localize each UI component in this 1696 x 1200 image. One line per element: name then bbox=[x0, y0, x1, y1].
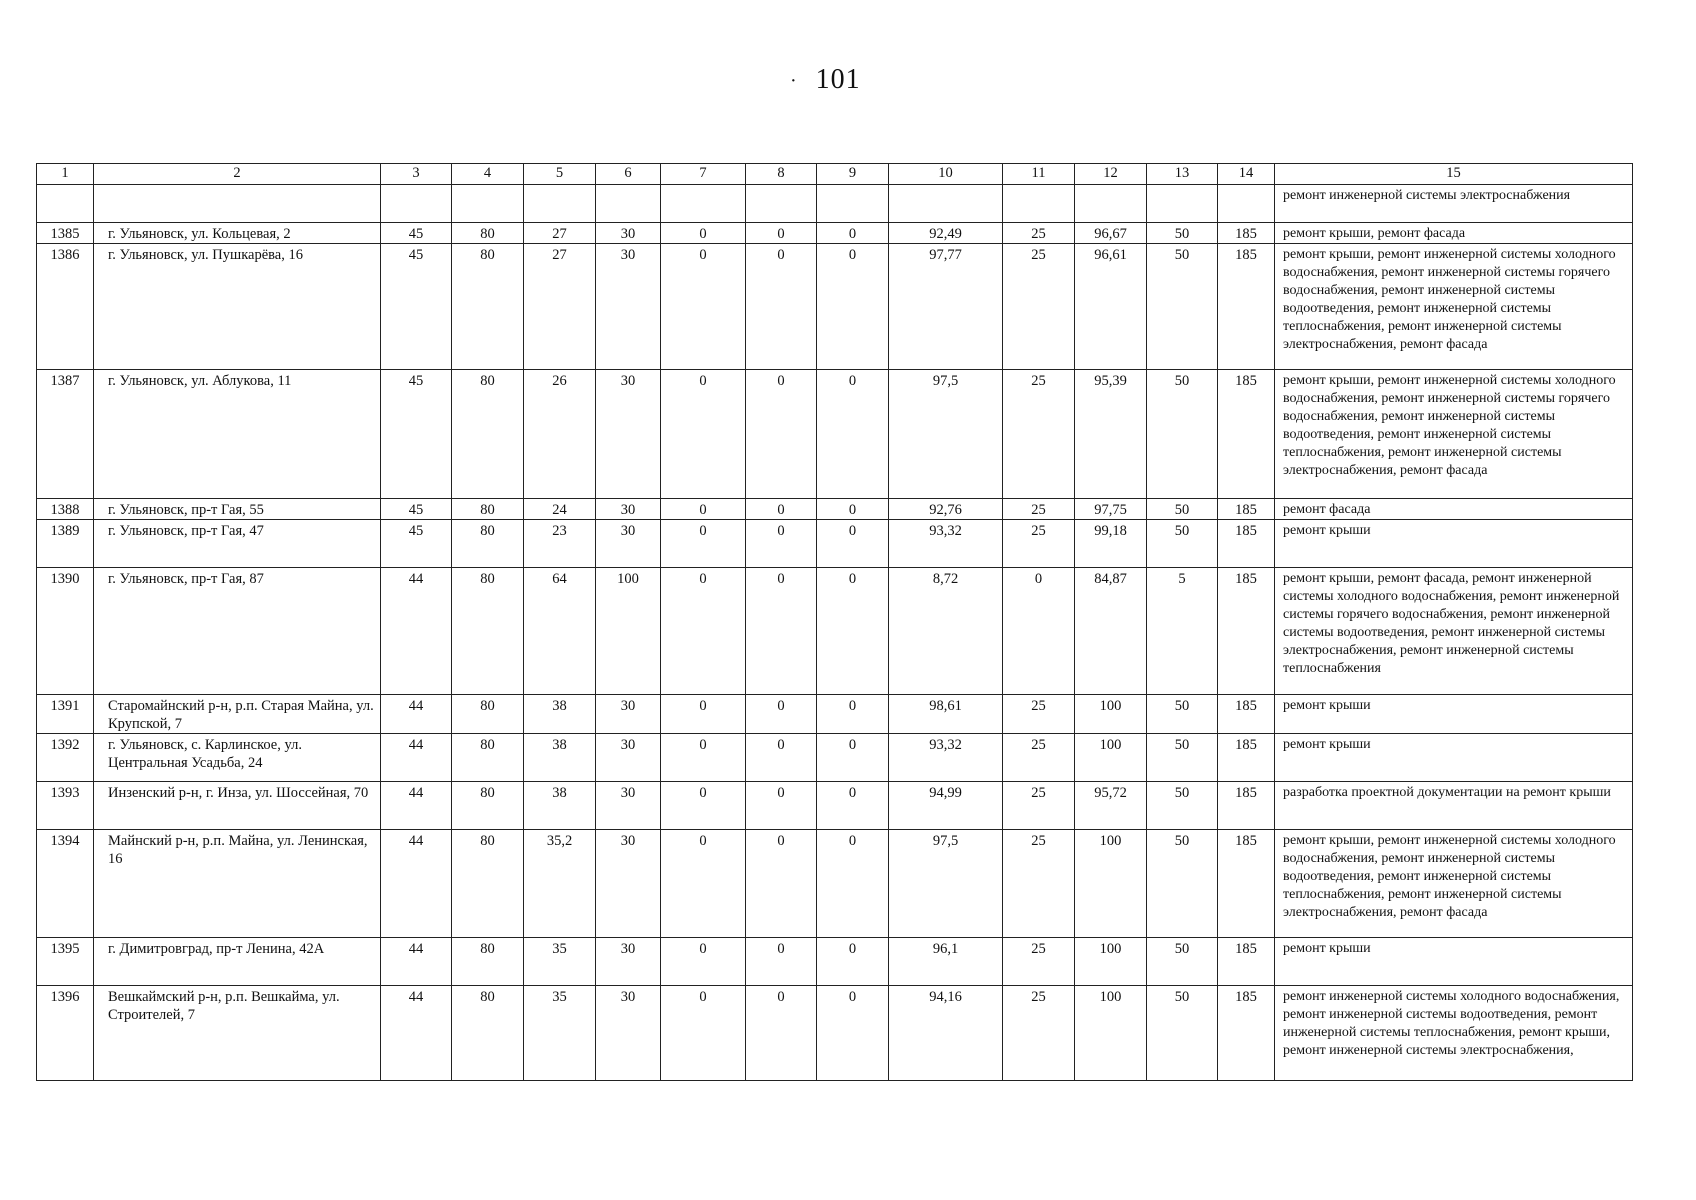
cell-col-3: 44 bbox=[381, 782, 452, 830]
cell-col-4: 80 bbox=[452, 520, 524, 568]
table-row bbox=[37, 520, 1633, 568]
cell-col-4: 80 bbox=[452, 370, 524, 499]
address-cell: г. Ульяновск, ул. Пушкарёва, 16 bbox=[94, 244, 381, 370]
cell-col-13: 50 bbox=[1147, 830, 1218, 938]
cell-col-6: 30 bbox=[596, 499, 661, 520]
row-number-cell: 1388 bbox=[37, 499, 94, 520]
cell-col-8: 0 bbox=[746, 499, 817, 520]
cell-col-12: 100 bbox=[1075, 938, 1147, 986]
cell-col-5: 38 bbox=[524, 734, 596, 782]
cell-col-5: 35,2 bbox=[524, 830, 596, 938]
column-number-10: 10 bbox=[889, 164, 1003, 185]
cell-col-5: 38 bbox=[524, 782, 596, 830]
cell-col-9: 0 bbox=[817, 734, 889, 782]
cell-col-14: 185 bbox=[1218, 830, 1275, 938]
cell-col-5: 38 bbox=[524, 695, 596, 734]
cell-col-4: 80 bbox=[452, 938, 524, 986]
cell-col-12: 96,61 bbox=[1075, 244, 1147, 370]
cell-col-8: 0 bbox=[746, 568, 817, 695]
cell-col-14: 185 bbox=[1218, 244, 1275, 370]
cell-col-3: 44 bbox=[381, 695, 452, 734]
cell-col-14: 185 bbox=[1218, 734, 1275, 782]
cell-col-3: 44 bbox=[381, 568, 452, 695]
cell-col-10: 94,99 bbox=[889, 782, 1003, 830]
cell-col-13: 50 bbox=[1147, 938, 1218, 986]
work-type-cell: ремонт фасада bbox=[1275, 499, 1633, 520]
cell-col-5: 24 bbox=[524, 499, 596, 520]
cell-col-9: 0 bbox=[817, 520, 889, 568]
cell-col-8: 0 bbox=[746, 782, 817, 830]
work-type-cell: ремонт крыши, ремонт фасада, ремонт инженерной системы холодного водоснабжения, ремонт инженерной системы горячего водоснабжения, ремонт инженерной системы водоотведения, ремонт инженерной системы электроснабжения, ремонт инженерной системы теплоснабжения bbox=[1275, 568, 1633, 695]
cell-col-8: 0 bbox=[746, 938, 817, 986]
cell-col-5: 35 bbox=[524, 938, 596, 986]
cell-col-7: 0 bbox=[661, 244, 746, 370]
address-cell: г. Ульяновск, с. Карлинское, ул. Центральная Усадьба, 24 bbox=[94, 734, 381, 782]
cell-col-11: 25 bbox=[1003, 244, 1075, 370]
work-type-cell: ремонт крыши, ремонт фасада bbox=[1275, 223, 1633, 244]
cell-col-6: 30 bbox=[596, 938, 661, 986]
table-row bbox=[37, 986, 1633, 1081]
cell-col-5: 27 bbox=[524, 223, 596, 244]
column-number-14: 14 bbox=[1218, 164, 1275, 185]
cell-col-7: 0 bbox=[661, 499, 746, 520]
cell-col-7: 0 bbox=[661, 568, 746, 695]
cell-col-12: 95,72 bbox=[1075, 782, 1147, 830]
cell-col-5: 35 bbox=[524, 986, 596, 1081]
cell-col-13: 50 bbox=[1147, 782, 1218, 830]
cell-col-3: 44 bbox=[381, 734, 452, 782]
cell-col-13: 50 bbox=[1147, 695, 1218, 734]
cell-col-9: 0 bbox=[817, 938, 889, 986]
cell-col-13: 50 bbox=[1147, 499, 1218, 520]
cell-col-9: 0 bbox=[817, 830, 889, 938]
cell-col-11: 25 bbox=[1003, 830, 1075, 938]
cell-col-13: 50 bbox=[1147, 734, 1218, 782]
row-number-cell: 1393 bbox=[37, 782, 94, 830]
cell-col-14: 185 bbox=[1218, 986, 1275, 1081]
column-number-9: 9 bbox=[817, 164, 889, 185]
cell-col-13: 5 bbox=[1147, 568, 1218, 695]
cell-col-10: 97,5 bbox=[889, 370, 1003, 499]
cell-col-4: 80 bbox=[452, 695, 524, 734]
cell-col-8: 0 bbox=[746, 695, 817, 734]
cell-col-14: 185 bbox=[1218, 938, 1275, 986]
work-type-cell: ремонт крыши bbox=[1275, 695, 1633, 734]
table-row bbox=[37, 938, 1633, 986]
table-row bbox=[37, 223, 1633, 244]
address-cell: г. Ульяновск, ул. Аблукова, 11 bbox=[94, 370, 381, 499]
work-type-cell: ремонт крыши bbox=[1275, 520, 1633, 568]
row-number-cell: 1385 bbox=[37, 223, 94, 244]
cell-col-11: 25 bbox=[1003, 986, 1075, 1081]
cell-col-11: 25 bbox=[1003, 520, 1075, 568]
row-number-cell: 1390 bbox=[37, 568, 94, 695]
cell-col-8: 0 bbox=[746, 223, 817, 244]
cell-col-13: 50 bbox=[1147, 223, 1218, 244]
cell-col-10: 93,32 bbox=[889, 734, 1003, 782]
work-type-cell: разработка проектной документации на ремонт крыши bbox=[1275, 782, 1633, 830]
work-type-cell: ремонт крыши, ремонт инженерной системы холодного водоснабжения, ремонт инженерной системы горячего водоснабжения, ремонт инженерной системы водоотведения, ремонт инженерной системы теплоснабжения, ремонт инженерной системы электроснабжения, ремонт фасада bbox=[1275, 244, 1633, 370]
cell-col-6: 30 bbox=[596, 986, 661, 1081]
cell-col-6: 30 bbox=[596, 695, 661, 734]
work-type-cell: ремонт крыши bbox=[1275, 734, 1633, 782]
cell-col-8: 0 bbox=[746, 370, 817, 499]
cell-col-11: 25 bbox=[1003, 938, 1075, 986]
cell-col-3: 45 bbox=[381, 499, 452, 520]
row-number-cell: 1387 bbox=[37, 370, 94, 499]
column-number-5: 5 bbox=[524, 164, 596, 185]
cell-col-12: 100 bbox=[1075, 734, 1147, 782]
cell-col-8: 0 bbox=[746, 520, 817, 568]
row-number-cell: 1391 bbox=[37, 695, 94, 734]
page-number-text: 101 bbox=[815, 64, 861, 95]
cell-col-14: 185 bbox=[1218, 499, 1275, 520]
column-number-12: 12 bbox=[1075, 164, 1147, 185]
address-cell: Майнский р-н, р.п. Майна, ул. Ленинская, 16 bbox=[94, 830, 381, 938]
cell-col-7: 0 bbox=[661, 370, 746, 499]
page-number bbox=[790, 64, 861, 96]
cell-col-9: 0 bbox=[817, 499, 889, 520]
cell-col-12: 100 bbox=[1075, 986, 1147, 1081]
cell-col-10: 98,61 bbox=[889, 695, 1003, 734]
cell-col-7: 0 bbox=[661, 695, 746, 734]
column-number-2: 2 bbox=[94, 164, 381, 185]
address-cell: г. Ульяновск, пр-т Гая, 87 bbox=[94, 568, 381, 695]
row-number-cell: 1394 bbox=[37, 830, 94, 938]
cell-col-10: 97,5 bbox=[889, 830, 1003, 938]
cell-col-5: 64 bbox=[524, 568, 596, 695]
cell-col-9: 0 bbox=[817, 782, 889, 830]
cell-col-3: 45 bbox=[381, 244, 452, 370]
cell-col-6: 30 bbox=[596, 520, 661, 568]
cell-col-7: 0 bbox=[661, 830, 746, 938]
cell-col-4: 80 bbox=[452, 499, 524, 520]
header-row bbox=[37, 164, 1633, 185]
cell-col-7: 0 bbox=[661, 986, 746, 1081]
cell-col-12: 100 bbox=[1075, 695, 1147, 734]
cell-col-13: 50 bbox=[1147, 520, 1218, 568]
cell-col-4: 80 bbox=[452, 986, 524, 1081]
cell-col-9: 0 bbox=[817, 568, 889, 695]
cell-col-7: 0 bbox=[661, 734, 746, 782]
cell-col-10: 8,72 bbox=[889, 568, 1003, 695]
cell-col-8: 0 bbox=[746, 244, 817, 370]
row-number-cell: 1395 bbox=[37, 938, 94, 986]
cell-col-10: 92,49 bbox=[889, 223, 1003, 244]
cell-col-12: 99,18 bbox=[1075, 520, 1147, 568]
table-row bbox=[37, 830, 1633, 938]
cell-col-11: 25 bbox=[1003, 223, 1075, 244]
address-cell: г. Ульяновск, пр-т Гая, 55 bbox=[94, 499, 381, 520]
cell-col-3: 45 bbox=[381, 520, 452, 568]
cell-col-7: 0 bbox=[661, 938, 746, 986]
cell-col-7: 0 bbox=[661, 520, 746, 568]
cell-col-12: 95,39 bbox=[1075, 370, 1147, 499]
column-number-8: 8 bbox=[746, 164, 817, 185]
cell-col-13: 50 bbox=[1147, 244, 1218, 370]
cell-col-12: 96,67 bbox=[1075, 223, 1147, 244]
cell-col-6: 30 bbox=[596, 782, 661, 830]
work-type-cell: ремонт инженерной системы холодного водоснабжения, ремонт инженерной системы водоотведения, ремонт инженерной системы теплоснабжения, ремонт крыши, ремонт инженерной системы электроснабжения, bbox=[1275, 986, 1633, 1081]
cell-col-4: 80 bbox=[452, 568, 524, 695]
column-number-11: 11 bbox=[1003, 164, 1075, 185]
cell-col-11: 25 bbox=[1003, 734, 1075, 782]
cell-col-14: 185 bbox=[1218, 223, 1275, 244]
cell-col-11: 25 bbox=[1003, 370, 1075, 499]
cell-col-11: 25 bbox=[1003, 499, 1075, 520]
work-type-cell: ремонт крыши, ремонт инженерной системы холодного водоснабжения, ремонт инженерной системы горячего водоснабжения, ремонт инженерной системы водоотведения, ремонт инженерной системы теплоснабжения, ремонт инженерной системы электроснабжения, ремонт фасада bbox=[1275, 370, 1633, 499]
capital-repair-table bbox=[36, 163, 1633, 1081]
table-row bbox=[37, 244, 1633, 370]
address-cell: Инзенский р-н, г. Инза, ул. Шоссейная, 70 bbox=[94, 782, 381, 830]
cell-col-3: 45 bbox=[381, 370, 452, 499]
cell-col-13: 50 bbox=[1147, 370, 1218, 499]
cell-col-6: 30 bbox=[596, 244, 661, 370]
cell-col-14: 185 bbox=[1218, 568, 1275, 695]
cell-col-3: 44 bbox=[381, 986, 452, 1081]
table-row bbox=[37, 695, 1633, 734]
cell-col-4: 80 bbox=[452, 830, 524, 938]
table-row bbox=[37, 734, 1633, 782]
cell-col-3: 44 bbox=[381, 830, 452, 938]
address-cell: Старомайнский р-н, р.п. Старая Майна, ул. Крупской, 7 bbox=[94, 695, 381, 734]
address-cell: Вешкаймский р-н, р.п. Вешкайма, ул. Строителей, 7 bbox=[94, 986, 381, 1081]
row-number-cell: 1386 bbox=[37, 244, 94, 370]
cell-col-14: 185 bbox=[1218, 695, 1275, 734]
address-cell: г. Ульяновск, пр-т Гая, 47 bbox=[94, 520, 381, 568]
cell-col-11: 25 bbox=[1003, 695, 1075, 734]
page-mark: · bbox=[790, 70, 798, 93]
cell-col-6: 30 bbox=[596, 830, 661, 938]
cell-col-5: 26 bbox=[524, 370, 596, 499]
cell-col-14: 185 bbox=[1218, 782, 1275, 830]
address-cell: г. Ульяновск, ул. Кольцевая, 2 bbox=[94, 223, 381, 244]
cell-col-14: 185 bbox=[1218, 520, 1275, 568]
cell-col-5: 27 bbox=[524, 244, 596, 370]
cell-col-4: 80 bbox=[452, 734, 524, 782]
table-body bbox=[37, 164, 1633, 1081]
cell-col-4: 80 bbox=[452, 244, 524, 370]
column-number-6: 6 bbox=[596, 164, 661, 185]
column-number-13: 13 bbox=[1147, 164, 1218, 185]
cell-col-4: 80 bbox=[452, 782, 524, 830]
continuation-row bbox=[37, 185, 1633, 223]
cell-col-10: 97,77 bbox=[889, 244, 1003, 370]
cell-col-6: 30 bbox=[596, 370, 661, 499]
cell-col-9: 0 bbox=[817, 986, 889, 1081]
cell-col-12: 100 bbox=[1075, 830, 1147, 938]
cell-col-12: 97,75 bbox=[1075, 499, 1147, 520]
cell-col-9: 0 bbox=[817, 695, 889, 734]
row-number-cell: 1396 bbox=[37, 986, 94, 1081]
cell-col-14: 185 bbox=[1218, 370, 1275, 499]
column-number-4: 4 bbox=[452, 164, 524, 185]
cell-col-7: 0 bbox=[661, 223, 746, 244]
table-row bbox=[37, 568, 1633, 695]
cell-col-13: 50 bbox=[1147, 986, 1218, 1081]
row-number-cell: 1389 bbox=[37, 520, 94, 568]
address-cell: г. Димитровград, пр-т Ленина, 42А bbox=[94, 938, 381, 986]
cell-col-8: 0 bbox=[746, 734, 817, 782]
cell-col-8: 0 bbox=[746, 830, 817, 938]
cell-col-10: 96,1 bbox=[889, 938, 1003, 986]
cell-col-12: 84,87 bbox=[1075, 568, 1147, 695]
cell-col-10: 93,32 bbox=[889, 520, 1003, 568]
table-row bbox=[37, 782, 1633, 830]
column-number-15: 15 bbox=[1275, 164, 1633, 185]
cell-col-9: 0 bbox=[817, 223, 889, 244]
cell-col-5: 23 bbox=[524, 520, 596, 568]
cell-col-7: 0 bbox=[661, 782, 746, 830]
row-number-cell: 1392 bbox=[37, 734, 94, 782]
cell-col-10: 94,16 bbox=[889, 986, 1003, 1081]
work-type-cell: ремонт крыши, ремонт инженерной системы холодного водоснабжения, ремонт инженерной системы водоотведения, ремонт инженерной системы теплоснабжения, ремонт инженерной системы электроснабжения, ремонт фасада bbox=[1275, 830, 1633, 938]
table-row bbox=[37, 499, 1633, 520]
cell-col-6: 100 bbox=[596, 568, 661, 695]
cell-col-3: 44 bbox=[381, 938, 452, 986]
column-number-7: 7 bbox=[661, 164, 746, 185]
cell-col-6: 30 bbox=[596, 734, 661, 782]
cell-col-3: 45 bbox=[381, 223, 452, 244]
cell-col-9: 0 bbox=[817, 244, 889, 370]
cell-col-4: 80 bbox=[452, 223, 524, 244]
table-row bbox=[37, 370, 1633, 499]
column-number-1: 1 bbox=[37, 164, 94, 185]
continuation-work-text: ремонт инженерной системы электроснабжения bbox=[1275, 185, 1633, 223]
work-type-cell: ремонт крыши bbox=[1275, 938, 1633, 986]
cell-col-11: 25 bbox=[1003, 782, 1075, 830]
cell-col-6: 30 bbox=[596, 223, 661, 244]
cell-col-11: 0 bbox=[1003, 568, 1075, 695]
cell-col-8: 0 bbox=[746, 986, 817, 1081]
cell-col-9: 0 bbox=[817, 370, 889, 499]
cell-col-10: 92,76 bbox=[889, 499, 1003, 520]
column-number-3: 3 bbox=[381, 164, 452, 185]
